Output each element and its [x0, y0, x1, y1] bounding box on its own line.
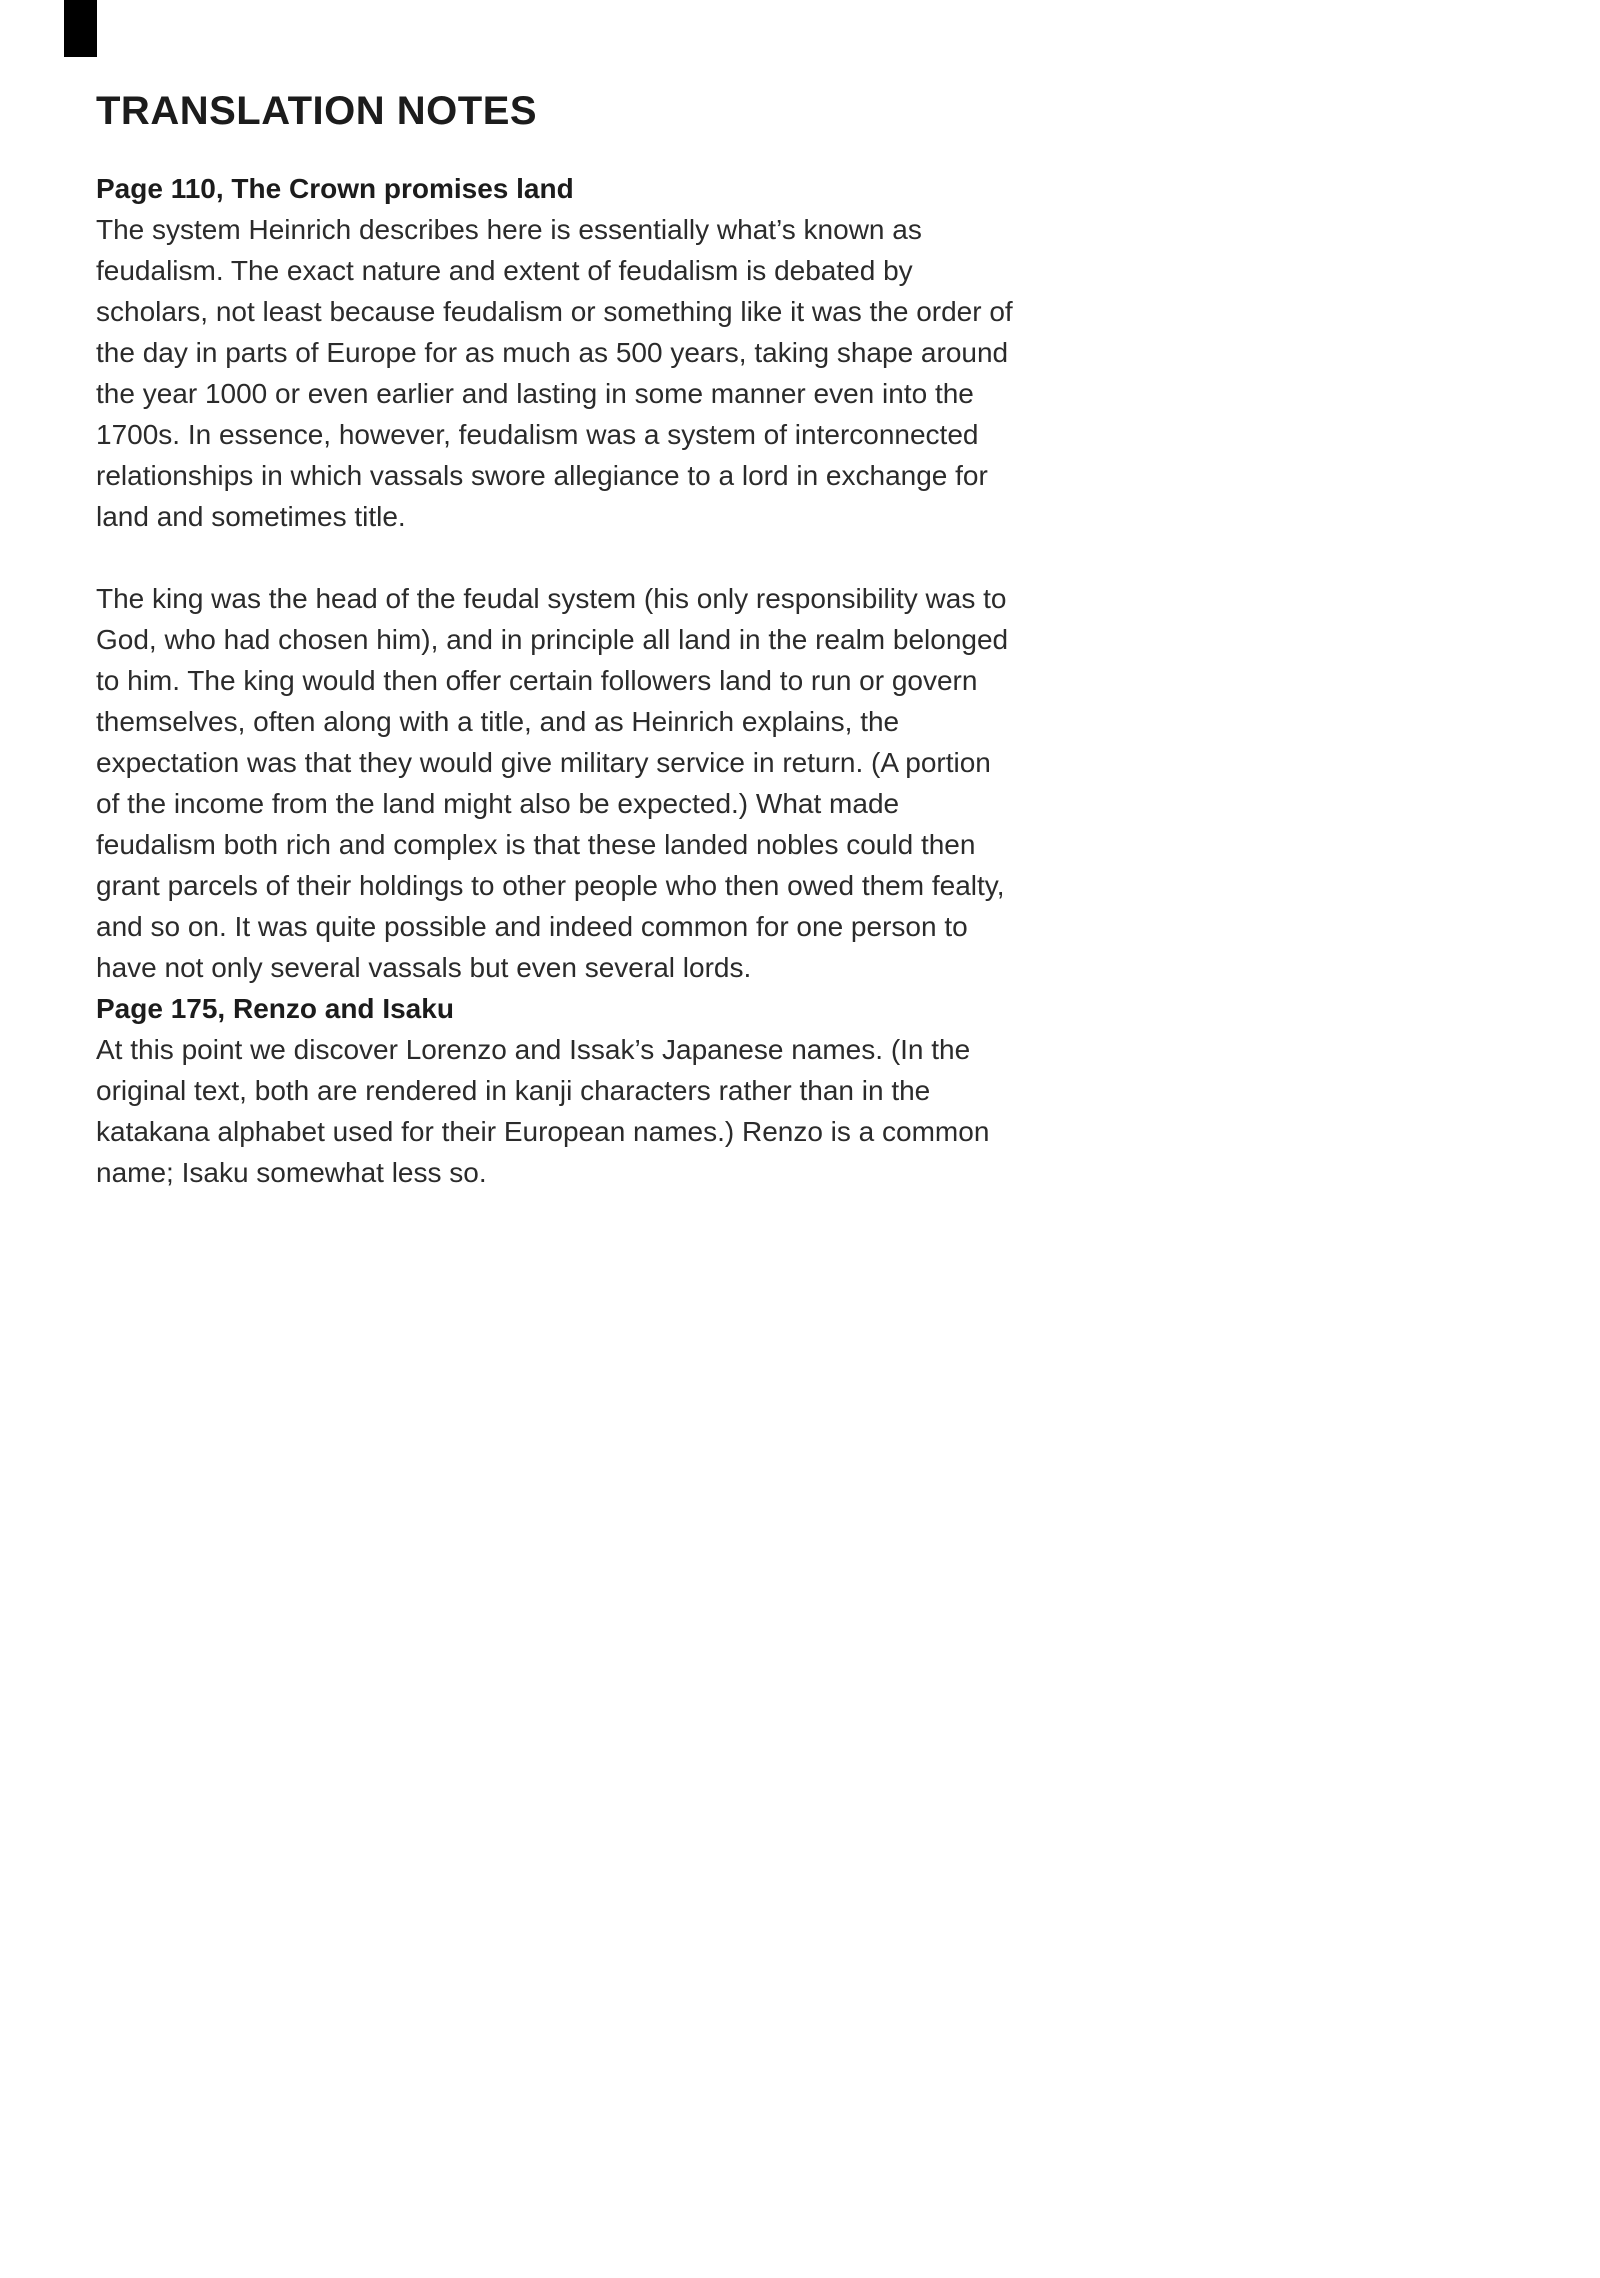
page-corner-mark	[64, 0, 97, 57]
note-section-page-175	[96, 988, 1021, 1193]
note-paragraph: The king was the head of the feudal system (his only responsibility was to God, who had chosen him), and in principle all land in the realm belonged to him. The king would then offer certain followers land to run or govern themselves, often along with a title, and as Heinrich explains, the expectation was that they would give military service in return. (A portion of the income from the land might also be expected.) What made feudalism both rich and complex is that these landed nobles could then grant parcels of their holdings to other people who then owed them fealty, and so on. It was quite possible and indeed common for one person to have not only several vassals but even several lords.	[96, 583, 1009, 983]
note-heading: Page 110, The Crown promises land	[96, 173, 574, 204]
note-heading: Page 175, Renzo and Isaku	[96, 993, 454, 1024]
page-title: TRANSLATION NOTES	[96, 89, 538, 133]
note-paragraph: The system Heinrich describes here is essentially what’s known as feudalism. The exact nature and extent of feudalism is debated by scholars, not least because feudalism or something like it was the order of the day in parts of Europe for as much as 500 years, taking shape around the year 1000 or even earlier and lasting in some manner even into the 1700s. In essence, however, feudalism was a system of interconnected relationships in which vassals swore allegiance to a lord in exchange for land and sometimes title.	[96, 214, 1013, 532]
note-paragraph: At this point we discover Lorenzo and Issak’s Japanese names. (In the original text, both are rendered in kanji characters rather than in the katakana alphabet used for their European names.) Renzo is a common name; Isaku somewhat less so.	[96, 1034, 990, 1188]
translation-notes-page	[96, 88, 1021, 1193]
note-section-page-110	[96, 168, 1021, 988]
